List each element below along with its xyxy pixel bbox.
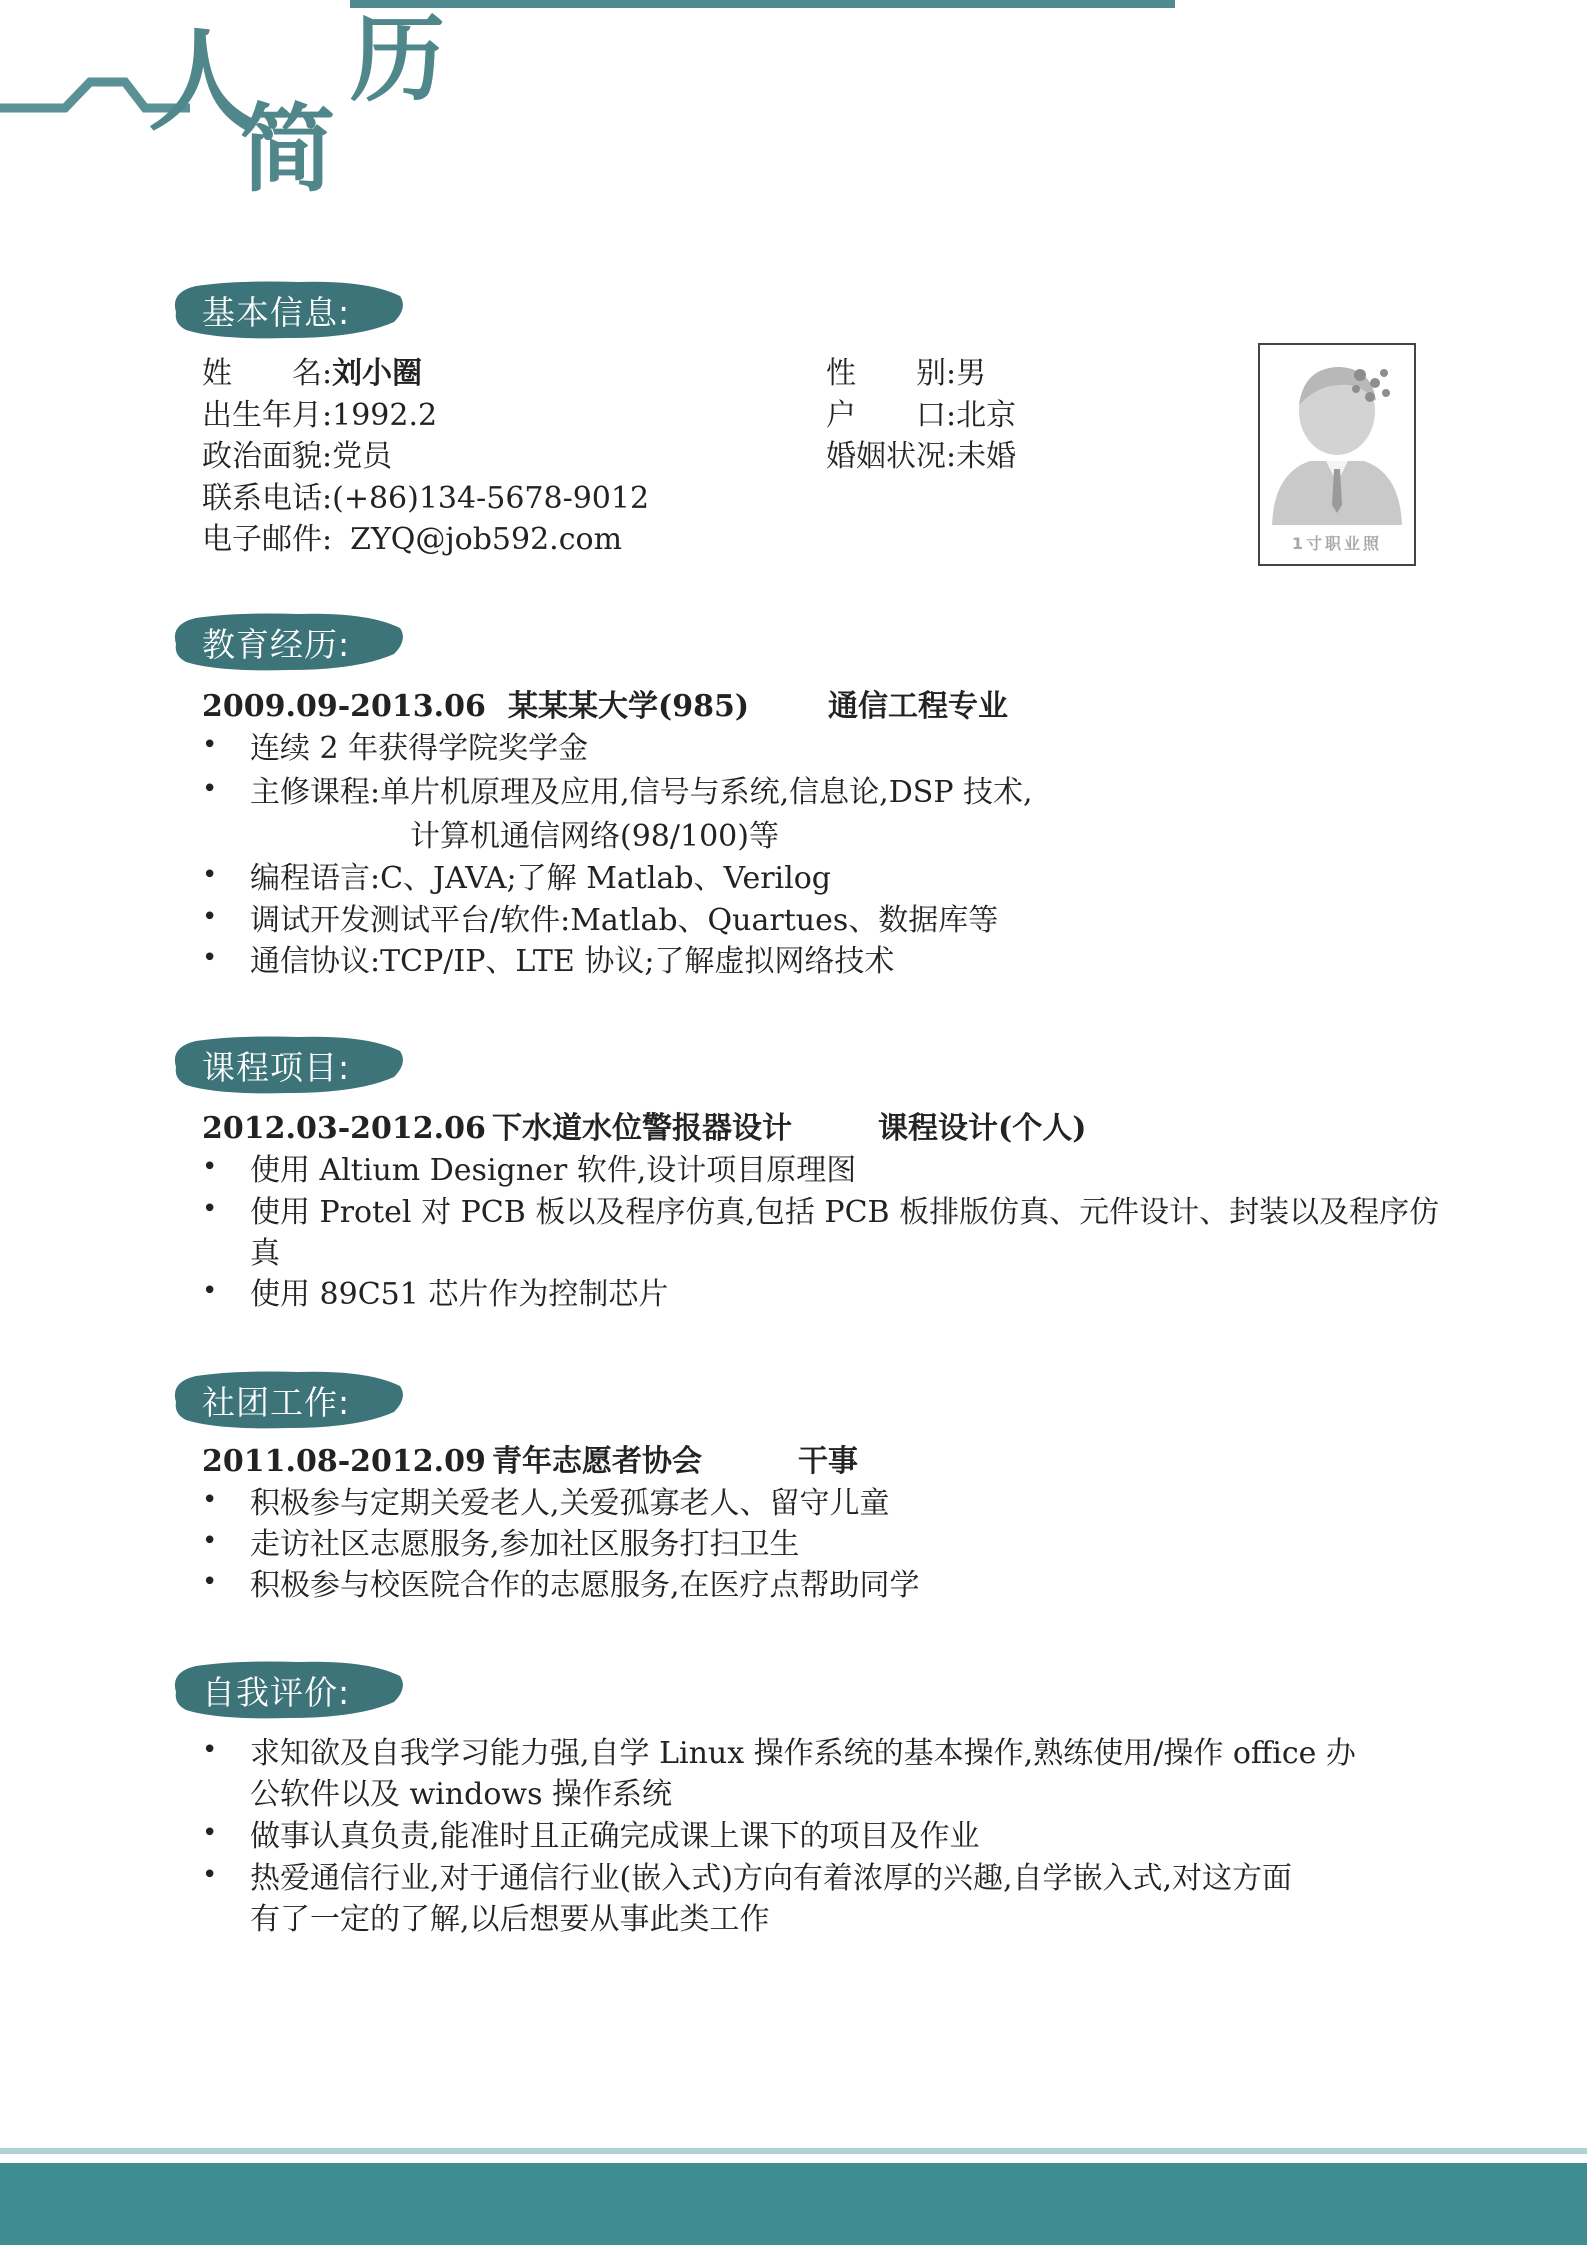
section-title-self bbox=[168, 1658, 408, 1722]
basic-political-row bbox=[202, 436, 392, 478]
gender-label: 性 别: bbox=[826, 356, 957, 391]
list-item: 通信协议:TCP/IP、LTE 协议;了解虚拟网络技术 bbox=[250, 944, 895, 979]
list-item: 热爱通信行业,对于通信行业(嵌入式)方向有着浓厚的兴趣,自学嵌入式,对这方面 bbox=[250, 1861, 1293, 1896]
hukou-value: 北京 bbox=[956, 398, 1017, 433]
bullet-dot: • bbox=[202, 1485, 218, 1515]
phone-label: 联系电话: bbox=[202, 481, 333, 516]
section-title-text: 社团工作: bbox=[202, 1383, 351, 1422]
list-item: 做事认真负责,能准时且正确完成课上课下的项目及作业 bbox=[250, 1819, 980, 1854]
section-title-club bbox=[168, 1368, 408, 1432]
basic-email-row bbox=[202, 519, 622, 561]
project-type: 课程设计(个人) bbox=[878, 1111, 1087, 1146]
bullet-dot: • bbox=[202, 1194, 218, 1224]
list-item: 连续 2 年获得学院奖学金 bbox=[250, 731, 589, 766]
education-period: 2009.09-2013.06 bbox=[202, 689, 486, 724]
list-item: 主修课程:单片机原理及应用,信号与系统,信息论,DSP 技术, bbox=[250, 775, 1033, 810]
education-school: 某某某大学(985) bbox=[508, 689, 750, 724]
list-item: 求知欲及自我学习能力强,自学 Linux 操作系统的基本操作,熟练使用/操作 office 办 bbox=[250, 1736, 1356, 1771]
top-rule bbox=[350, 0, 1175, 8]
bullet-dot: • bbox=[202, 860, 218, 890]
section-title-text: 基本信息: bbox=[202, 293, 351, 332]
name-label: 姓 名: bbox=[202, 356, 333, 391]
political-label: 政治面貌: bbox=[202, 439, 333, 474]
list-item-continuation: 有了一定的了解,以后想要从事此类工作 bbox=[250, 1902, 770, 1937]
bullet-dot: • bbox=[202, 1860, 218, 1890]
bullet-dot: • bbox=[202, 1818, 218, 1848]
basic-phone-row bbox=[202, 478, 649, 520]
title-char-1: 人 bbox=[148, 18, 258, 146]
bottom-bar bbox=[0, 2163, 1587, 2245]
email-label: 电子邮件: bbox=[202, 522, 333, 557]
political-value: 党员 bbox=[332, 439, 393, 474]
section-title-text: 教育经历: bbox=[202, 625, 351, 664]
birth-label: 出生年月: bbox=[202, 398, 333, 433]
avatar-icon bbox=[1260, 345, 1414, 530]
list-item-continuation: 公软件以及 windows 操作系统 bbox=[250, 1777, 673, 1812]
basic-name-row bbox=[202, 353, 422, 395]
bullet-dot: • bbox=[202, 1526, 218, 1556]
club-role: 干事 bbox=[798, 1444, 858, 1479]
title-char-3: 简 bbox=[240, 95, 336, 205]
club-period: 2011.08-2012.09 bbox=[202, 1444, 486, 1479]
bullet-dot: • bbox=[202, 1276, 218, 1306]
bullet-dot: • bbox=[202, 1735, 218, 1765]
gender-value: 男 bbox=[956, 356, 987, 391]
list-item: 积极参与校医院合作的志愿服务,在医疗点帮助同学 bbox=[250, 1568, 920, 1603]
list-item: 使用 89C51 芯片作为控制芯片 bbox=[250, 1277, 669, 1312]
bullet-dot: • bbox=[202, 730, 218, 760]
list-item-continuation: 真 bbox=[250, 1236, 280, 1271]
basic-gender-row bbox=[826, 353, 986, 395]
section-title-education bbox=[168, 610, 408, 674]
title-char-2: 历 bbox=[350, 5, 446, 115]
marital-label: 婚姻状况: bbox=[826, 439, 957, 474]
project-period: 2012.03-2012.06 bbox=[202, 1111, 486, 1146]
list-item: 积极参与定期关爱老人,关爱孤寡老人、留守儿童 bbox=[250, 1486, 890, 1521]
list-item: 编程语言:C、JAVA;了解 Matlab、Verilog bbox=[250, 861, 832, 896]
list-item: 调试开发测试平台/软件:Matlab、Quartues、数据库等 bbox=[250, 903, 999, 938]
basic-birth-row bbox=[202, 395, 437, 437]
list-item: 使用 Protel 对 PCB 板以及程序仿真,包括 PCB 板排版仿真、元件设计、封装以及程序仿 bbox=[250, 1195, 1440, 1230]
section-title-text: 自我评价: bbox=[202, 1673, 351, 1712]
bullet-dot: • bbox=[202, 943, 218, 973]
phone-value: (+86)134-5678-9012 bbox=[332, 481, 650, 516]
section-title-text: 课程项目: bbox=[202, 1048, 351, 1087]
photo-placeholder bbox=[1258, 343, 1416, 566]
section-title-projects bbox=[168, 1033, 408, 1097]
bottom-accent-line bbox=[0, 2148, 1587, 2154]
bullet-dot: • bbox=[202, 902, 218, 932]
photo-caption: 1寸职业照 bbox=[1291, 534, 1383, 553]
list-item: 使用 Altium Designer 软件,设计项目原理图 bbox=[250, 1153, 857, 1188]
section-title-basic bbox=[168, 278, 408, 342]
birth-value: 1992.2 bbox=[332, 398, 438, 433]
bullet-dot: • bbox=[202, 1152, 218, 1182]
list-item-continuation: 计算机通信网络(98/100)等 bbox=[410, 819, 779, 854]
education-major: 通信工程专业 bbox=[828, 689, 1008, 724]
project-name: 下水道水位警报器设计 bbox=[492, 1111, 792, 1146]
club-org: 青年志愿者协会 bbox=[492, 1444, 702, 1479]
basic-hukou-row bbox=[826, 395, 1016, 437]
name-value: 刘小圈 bbox=[332, 356, 423, 391]
hukou-label: 户 口: bbox=[826, 398, 957, 433]
email-value: ZYQ@job592.com bbox=[350, 522, 623, 557]
list-item: 走访社区志愿服务,参加社区服务打扫卫生 bbox=[250, 1527, 800, 1562]
bullet-dot: • bbox=[202, 774, 218, 804]
bullet-dot: • bbox=[202, 1567, 218, 1597]
marital-value: 未婚 bbox=[956, 439, 1017, 474]
basic-marital-row bbox=[826, 436, 1016, 478]
